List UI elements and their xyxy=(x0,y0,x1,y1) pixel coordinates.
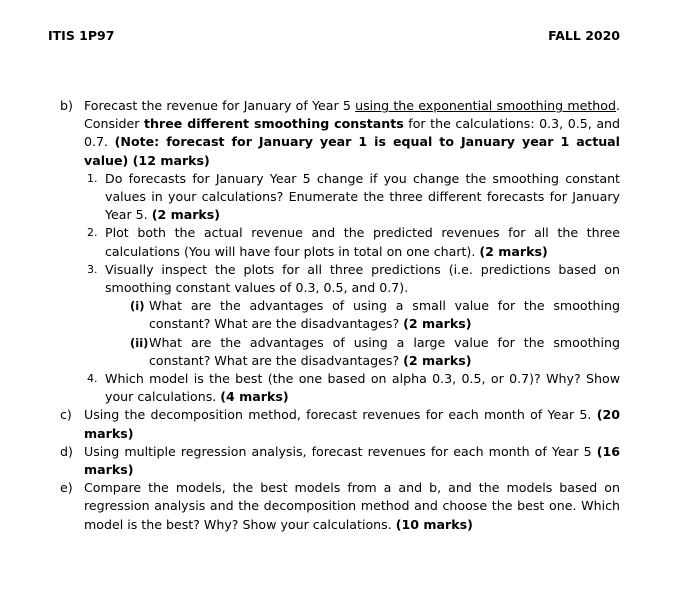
part-b-item-3 xyxy=(60,261,620,297)
part-b-item-2 xyxy=(60,224,620,260)
part-e xyxy=(60,479,620,534)
course-code: ITIS 1P97 xyxy=(48,28,115,43)
part-b-bold-constants: three different smoothing constants xyxy=(144,116,404,132)
part-b-text-1: Forecast the revenue for January of Year 5 xyxy=(84,98,356,113)
item-number: 3. xyxy=(87,262,98,276)
part-b-item-4 xyxy=(60,370,620,406)
part-b-note: (Note: forecast for January year 1 is equal to January year 1 actual value) (12 marks) xyxy=(84,134,620,168)
part-b-item-3-sub-ii xyxy=(60,334,620,370)
sub-item-label: (i) xyxy=(130,299,145,314)
part-b-text-2: for the calculations: 0.3, 0.5, and 0.7. xyxy=(84,116,621,150)
part-e-marks: (10 marks) xyxy=(395,516,473,532)
part-c-text: Using the decomposition method, forecast revenues for each month of Year 5. xyxy=(84,407,597,423)
item-number: 1. xyxy=(87,171,98,185)
item-marks: (2 marks) xyxy=(479,243,548,259)
term-label: FALL 2020 xyxy=(548,28,620,43)
part-d xyxy=(60,443,620,479)
part-b-method-underlined: using the exponential smoothing method xyxy=(355,98,616,113)
item-text: Plot both the actual revenue and the predicted revenues for all the three calculations (You will have four plots in total on one chart). xyxy=(105,225,620,259)
part-c xyxy=(60,406,620,442)
part-c-label: c) xyxy=(60,407,72,423)
part-c-marks: (20 marks) xyxy=(84,407,620,441)
sub-item-marks: (2 marks) xyxy=(403,352,472,368)
item-text: Which model is the best (the one based on alpha 0.3, 0.5, or 0.7)? Why? Show your calculations. xyxy=(105,371,620,405)
part-b-text-1-end: . Consider xyxy=(84,98,621,132)
part-d-text: Using multiple regression analysis, forecast revenues for each month of Year 5 xyxy=(84,443,597,459)
part-e-label: e) xyxy=(60,480,73,496)
sub-item-label: (ii) xyxy=(130,335,149,350)
part-e-text: Compare the models, the best models from a and b, and the models based on regression analysis and the decomposition method and choose the best one. Which model is the best? Why? Show your calculations. xyxy=(84,480,620,532)
assignment-body xyxy=(60,97,620,534)
part-d-marks: (16 marks) xyxy=(84,443,620,478)
item-marks: (4 marks) xyxy=(220,389,289,405)
part-b-label: b) xyxy=(60,98,73,113)
sub-item-text: What are the advantages of using a large value for the smoothing constant? What are the disadvantages? xyxy=(149,334,620,368)
item-number: 4. xyxy=(87,372,98,386)
part-d-label: d) xyxy=(60,443,73,459)
part-b-item-1 xyxy=(60,170,620,225)
item-number: 2. xyxy=(87,226,98,240)
item-marks: (2 marks) xyxy=(151,207,221,223)
sub-item-marks: (2 marks) xyxy=(403,316,472,332)
item-text: Visually inspect the plots for all three predictions (i.e. predictions based on smoothing constant values of 0.3, 0.5, and 0.7). xyxy=(105,261,620,296)
item-text: Do forecasts for January Year 5 change if you change the smoothing constant values in your calculations? Enumerate the three different forecasts for January Year 5. xyxy=(105,170,620,223)
part-b-item-3-sub-i xyxy=(60,297,620,333)
sub-item-text: What are the advantages of using a small value for the smoothing constant? What are the disadvantages? xyxy=(149,298,620,332)
part-b xyxy=(60,97,620,170)
